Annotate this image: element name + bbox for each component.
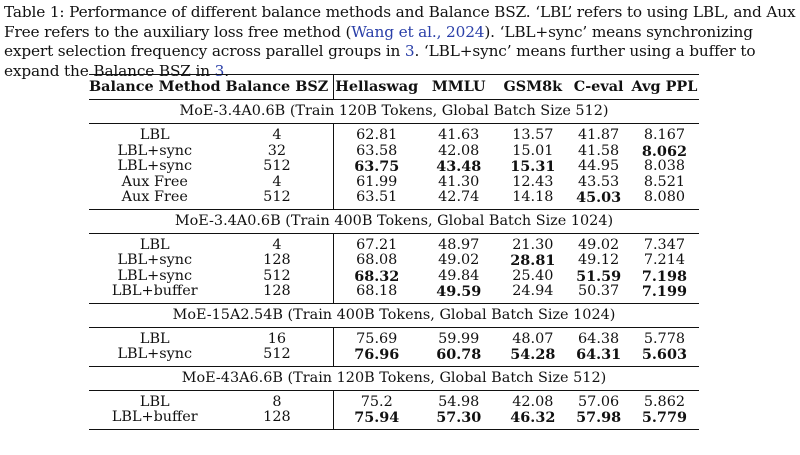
section-ref-link[interactable]: 3	[214, 61, 225, 80]
table-cell: 5.862	[630, 390, 699, 410]
table-row	[89, 347, 699, 366]
table-cell: 21.30	[498, 233, 567, 253]
table-cell: 44.95	[578, 158, 620, 174]
table-cell: 68.32	[354, 267, 400, 285]
table-row	[89, 190, 699, 209]
table-cell: 76.96	[354, 346, 400, 363]
table-cell: 512	[221, 347, 334, 366]
section-ref-link[interactable]: 3	[404, 42, 415, 61]
column-header: MMLU	[419, 75, 498, 100]
table-cell: 49.02	[438, 252, 480, 268]
table-cell: LBL	[89, 124, 221, 144]
table-row	[89, 269, 699, 285]
table-cell: 49.59	[436, 283, 482, 300]
table-cell: 128	[221, 284, 334, 303]
table-cell: 512	[221, 190, 334, 209]
table-cell: LBL+sync	[117, 158, 193, 174]
table-cell: 5.603	[641, 346, 687, 363]
table-cell: 15.31	[510, 158, 556, 175]
table-cell: LBL	[89, 390, 221, 410]
table-cell: 42.74	[438, 189, 480, 205]
table-cell: 57.98	[567, 410, 630, 429]
table-cell: 51.59	[576, 267, 622, 285]
column-header: Hellaswag	[334, 75, 419, 100]
table-cell: 28.81	[510, 252, 556, 269]
results-table-body	[89, 75, 699, 430]
table-cell: 61.99	[356, 173, 398, 190]
table-cell: LBL	[89, 233, 221, 253]
table-cell: 15.01	[512, 142, 554, 159]
table-cell: 75.69	[334, 327, 419, 347]
table-cell: 8.521	[643, 173, 686, 190]
section-header-row	[89, 303, 699, 327]
table-cell: 5.779	[630, 410, 699, 429]
table-cell: 4	[221, 233, 334, 253]
table-cell: 8.167	[630, 124, 699, 144]
caption-text: .	[224, 61, 229, 80]
section-title: MoE-3.4A0.6B (Train 120B Tokens, Global Batch Size 512)	[89, 100, 699, 124]
table-cell: 54.98	[419, 390, 498, 410]
section-title: MoE-15A2.54B (Train 400B Tokens, Global Batch Size 1024)	[89, 303, 699, 327]
table-row	[89, 327, 699, 347]
table-cell: 7.347	[630, 233, 699, 253]
table-row	[89, 253, 699, 269]
table-cell: 128	[221, 410, 334, 429]
column-header: Balance Method	[89, 75, 221, 100]
table-cell: 25.40	[512, 267, 554, 284]
table-row	[89, 284, 699, 303]
table-cell: 7.198	[641, 267, 687, 285]
table-cell: 68.08	[356, 252, 398, 268]
table-cell: 46.32	[498, 410, 567, 429]
table-cell: 42.08	[498, 390, 567, 410]
table-cell: 63.51	[356, 189, 398, 205]
table-cell: 41.87	[567, 124, 630, 144]
section-title: MoE-3.4A0.6B (Train 400B Tokens, Global Batch Size 1024)	[89, 209, 699, 233]
section-header-row	[89, 100, 699, 124]
table-row	[89, 159, 699, 175]
table-cell: Aux Free	[121, 189, 188, 205]
table-cell: 41.63	[419, 124, 498, 144]
table-cell: 67.21	[334, 233, 419, 253]
table-cell: Aux Free	[121, 173, 188, 190]
table-cell: LBL+sync	[117, 267, 193, 284]
table-cell: 45.03	[576, 189, 622, 206]
table-cell: LBL+buffer	[111, 283, 198, 299]
section-header-row	[89, 209, 699, 233]
table-cell: 8	[221, 390, 334, 410]
table-cell: 4	[221, 124, 334, 144]
table-row	[89, 410, 699, 429]
table-cell: 60.78	[436, 346, 482, 363]
table-cell: 50.37	[578, 283, 620, 299]
table-cell: 49.02	[567, 233, 630, 253]
header-row	[89, 75, 699, 100]
column-header: GSM8k	[498, 75, 567, 100]
table-cell: 57.30	[419, 410, 498, 429]
table-cell: 512	[221, 269, 334, 285]
table-row	[89, 124, 699, 144]
column-header: C-eval	[567, 75, 630, 100]
table-cell: 24.94	[512, 283, 554, 299]
table-cell: 57.06	[567, 390, 630, 410]
table-cell: 68.18	[356, 283, 398, 299]
table-cell: LBL+sync	[117, 252, 193, 268]
table-cell: 59.99	[419, 327, 498, 347]
table-cell: 63.75	[354, 158, 400, 175]
table-cell: 43.53	[578, 173, 620, 190]
table-cell: LBL+buffer	[89, 410, 221, 429]
table-cell: 64.38	[567, 327, 630, 347]
section-header-row	[89, 366, 699, 390]
table-cell: 32	[221, 144, 334, 160]
table-cell: 41.30	[438, 173, 480, 190]
caption-text: Performance of different balance methods and Balance BSZ. ‘LBL’ refers to using LBL, and Aux Free refers to the auxiliary loss free method (	[4, 3, 796, 41]
table-cell: 54.28	[510, 346, 556, 363]
table-cell: 42.08	[438, 142, 480, 159]
table-caption	[4, 3, 796, 81]
table-cell: 12.43	[512, 173, 554, 190]
table-cell: 8.080	[643, 189, 686, 205]
table-cell: 8.062	[641, 142, 687, 160]
caption-text: ). ‘LBL+sync’ means synchronizing expert selection frequency across parallel groups in	[4, 22, 753, 61]
table-cell: 43.48	[436, 158, 482, 175]
caption-label: Table 1:	[4, 3, 65, 21]
table-cell: 49.12	[578, 252, 620, 268]
table-cell: 7.214	[643, 252, 686, 268]
citation-link[interactable]: Wang et al., 2024	[351, 22, 485, 41]
table-cell: LBL+sync	[117, 142, 193, 159]
section-title: MoE-43A6.6B (Train 120B Tokens, Global Batch Size 512)	[89, 366, 699, 390]
table-cell: 4	[221, 175, 334, 191]
table-cell: 13.57	[498, 124, 567, 144]
caption-text: . ‘LBL+sync’ means further using a buffer to expand the Balance BSZ in	[4, 42, 756, 80]
results-table	[89, 74, 699, 430]
table-row	[89, 390, 699, 410]
column-header: Balance BSZ	[221, 75, 334, 100]
table-cell: 512	[221, 159, 334, 175]
table-cell: 75.2	[334, 390, 419, 410]
table-cell: LBL	[89, 327, 221, 347]
table-row	[89, 144, 699, 160]
table-row	[89, 175, 699, 191]
table-cell: 7.199	[641, 283, 687, 300]
table-cell: 5.778	[630, 327, 699, 347]
table-cell: 75.94	[334, 410, 419, 429]
table-cell: 128	[221, 253, 334, 269]
table-row	[89, 233, 699, 253]
table-cell: 62.81	[334, 124, 419, 144]
table-cell: 14.18	[512, 189, 554, 205]
table-cell: 64.31	[576, 346, 622, 363]
table-cell: 63.58	[356, 142, 398, 159]
table-cell: LBL+sync	[117, 346, 193, 362]
table-cell: 16	[221, 327, 334, 347]
table-cell: 41.58	[578, 142, 620, 159]
table-cell: 48.97	[419, 233, 498, 253]
table-cell: 8.038	[643, 158, 686, 174]
table-cell: 49.84	[438, 267, 480, 284]
table-cell: 48.07	[498, 327, 567, 347]
column-header: Avg PPL	[630, 75, 699, 100]
